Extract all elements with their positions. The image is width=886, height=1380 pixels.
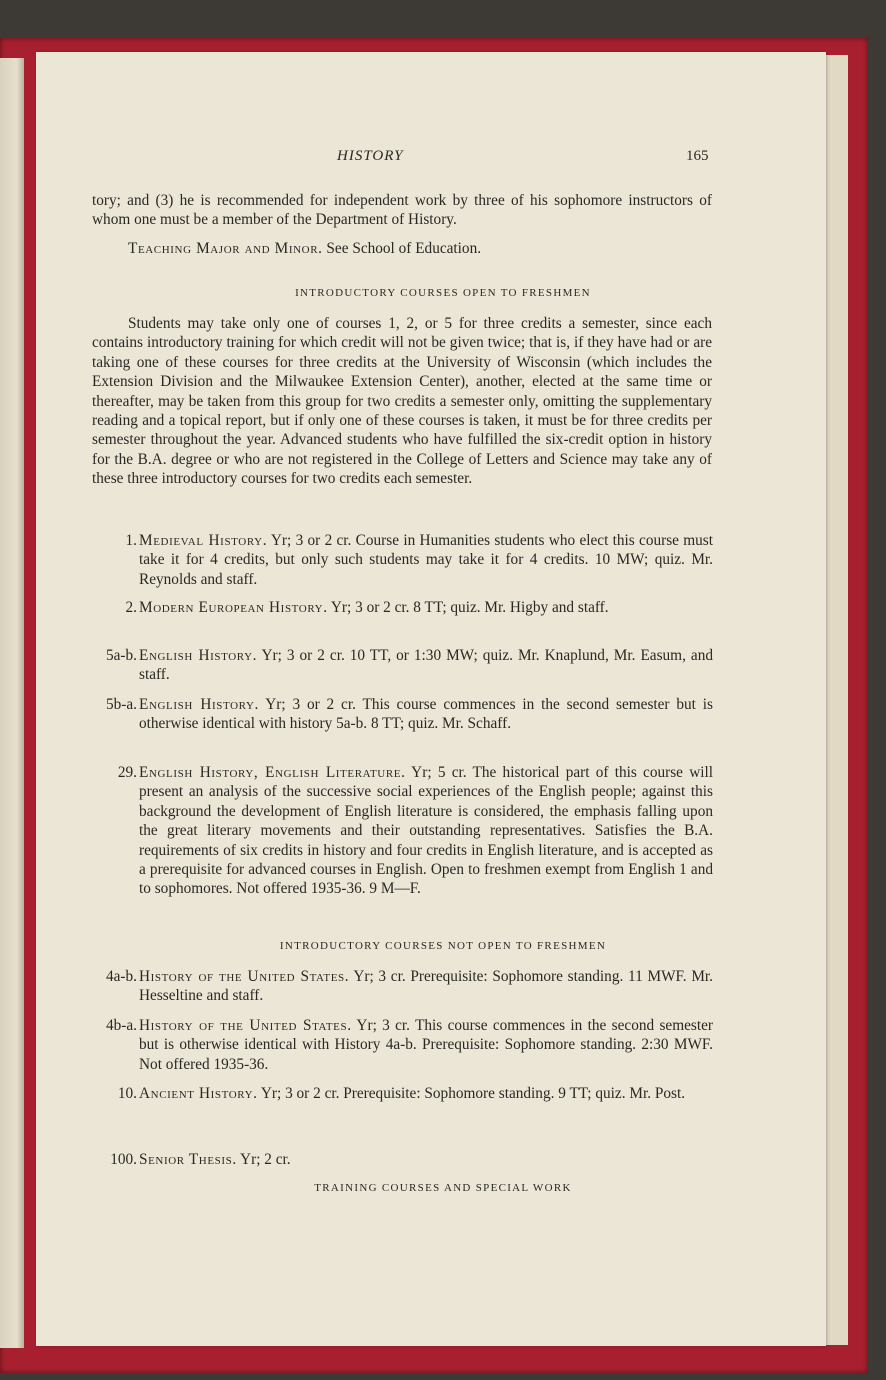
course-entry — [85, 531, 713, 589]
course-entry — [85, 598, 713, 617]
course-number: 5b-a. — [105, 696, 137, 713]
course-entry — [85, 646, 713, 685]
course-number: 2. — [125, 599, 137, 616]
course-number: 5a-b. — [105, 647, 137, 664]
course-number: 4b-a. — [105, 1017, 137, 1034]
teaching-major-minor — [92, 239, 712, 258]
course-entry — [85, 1016, 713, 1074]
course-entry — [85, 1150, 713, 1169]
course-entry — [85, 695, 713, 734]
course-description: Yr; 3 or 2 cr. Prerequisite: Sophomore standing. 9 TT; quiz. Mr. Post. — [257, 1085, 686, 1102]
course-number: 1. — [125, 532, 137, 549]
section-heading-not-open: INTRODUCTORY COURSES NOT OPEN TO FRESHMEN — [279, 940, 607, 952]
course-number: 100. — [110, 1151, 137, 1168]
section-heading-open: INTRODUCTORY COURSES OPEN TO FRESHMEN — [295, 287, 591, 299]
course-title: English History. — [139, 696, 259, 713]
section-heading-training: TRAINING COURSES AND SPECIAL WORK — [314, 1182, 572, 1194]
course-description: Yr; 3 or 2 cr. This course commences in the second semester but is otherwise identical with history 5a-b. 8 TT; quiz. Mr. Schaff. — [139, 696, 713, 733]
course-entry — [85, 1084, 713, 1103]
course-entry — [85, 763, 713, 899]
course-number: 10. — [117, 1085, 137, 1102]
course-title: English History. — [139, 647, 258, 664]
teaching-text: See School of Education. — [322, 240, 482, 257]
course-description: Yr; 2 cr. — [236, 1151, 291, 1168]
course-title: Medieval History. — [139, 532, 268, 549]
page-number: 165 — [686, 148, 709, 164]
course-title: History of the United States. — [139, 1017, 352, 1034]
course-description: Yr; 3 or 2 cr. 10 TT, or 1:30 MW; quiz. Mr. Knaplund, Mr. Easum, and staff. — [139, 647, 713, 684]
intro-paragraph: Students may take only one of courses 1, 2, or 5 for three credits a semester, since each contains introductory training for which credit will not be given twice; that is, if they have had or are taking one of these courses for three credits at the University of Wisconsin (which includes the Extension Division and the Milwaukee Extension Center), another, elected at the same time or thereafter, may be taken from this group for two credits a semester only, omitting the supplementary reading and a topical report, but if only one of these courses is taken, it must be for three credits per semester throughout the year. Advanced students who have fulfilled the six-credit option in history for the B.A. degree or who are not registered in the College of Letters and Science may take any of these three introductory courses for two credits each semester. — [92, 315, 712, 488]
course-description: Yr; 3 cr. Prerequisite: Sophomore standing. 11 MWF. Mr. Hesseltine and staff. — [139, 968, 714, 1005]
facing-page-edge — [0, 58, 24, 1348]
course-title: Modern European History. — [139, 599, 328, 616]
opening-paragraph: tory; and (3) he is recommended for independent work by three of his sophomore instructors of whom one must be a member of the Department of History. — [92, 192, 712, 229]
course-number: 4a-b. — [105, 968, 137, 985]
course-description: Yr; 3 or 2 cr. Course in Humanities students who elect this course must take it for 4 credits, but only such students may take it for 4 credits. 10 MW; quiz. Mr. Reynolds and staff. — [139, 532, 713, 588]
teaching-label: Teaching Major and Minor. — [128, 240, 323, 257]
course-number: 29. — [117, 764, 137, 781]
course-title: History of the United States. — [139, 968, 350, 985]
course-description: Yr; 3 cr. This course commences in the second semester but is otherwise identical with History 4a-b. Prerequisite: Sophomore standing. 2:30 MWF. Not offered 1935-36. — [139, 1017, 713, 1073]
course-entry — [85, 967, 713, 1006]
running-head — [0, 148, 886, 168]
course-title: English History, English Literature. — [139, 764, 406, 781]
course-title: Senior Thesis. — [139, 1151, 237, 1168]
course-title: Ancient History. — [139, 1085, 258, 1102]
course-description: Yr; 3 or 2 cr. 8 TT; quiz. Mr. Higby and staff. — [327, 599, 609, 616]
course-description: Yr; 5 cr. The historical part of this course will present an analysis of the successive social experiences of the English people; against this background the development of English literature is considered, the emphasis falling upon the great literary movements and their outstanding representatives. Satisfies the B.A. requirements of six credits in history and four credits in English literature, and is accepted as a prerequisite for advanced courses in English. Open to freshmen exempt from English 1 and to sophomores. Not offered 1935-36. 9 M—F. — [139, 764, 714, 898]
running-title: HISTORY — [337, 148, 404, 164]
